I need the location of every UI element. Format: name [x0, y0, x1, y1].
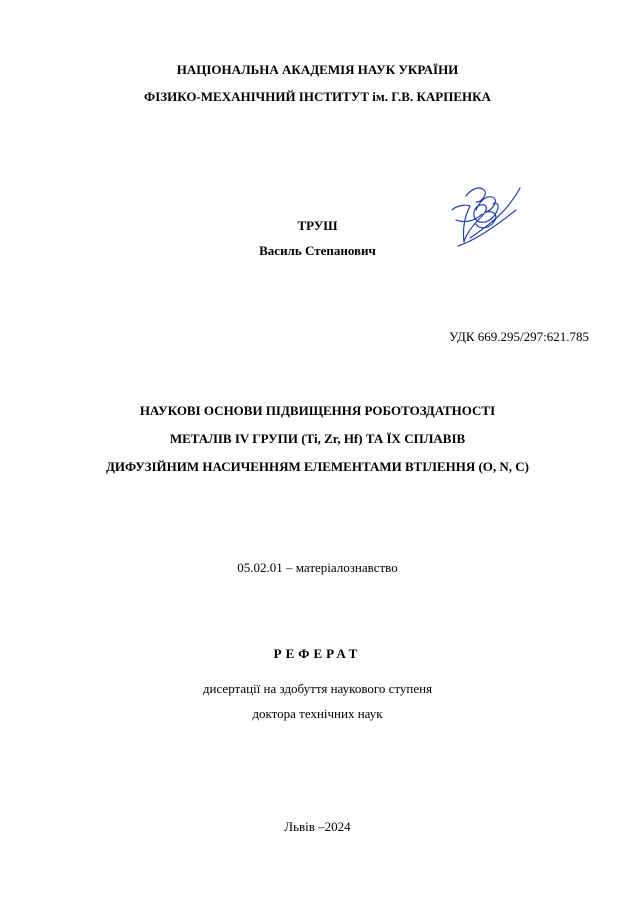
academy-name: НАЦІОНАЛЬНА АКАДЕМІЯ НАУК УКРАЇНИ	[176, 62, 459, 77]
specialty: 05.02.01 – матеріалознавство	[237, 560, 398, 575]
signature-stroke-small	[466, 188, 485, 202]
title-line-3: ДИФУЗІЙНИМ НАСИЧЕННЯМ ЕЛЕМЕНТАМИ ВТІЛЕННЯ (O, N, C)	[105, 459, 530, 474]
author-surname: ТРУШ	[297, 218, 338, 233]
author-name: Василь Степанович	[259, 243, 376, 258]
signature-icon	[446, 180, 526, 252]
document-type: РЕФЕРАТ	[273, 646, 362, 661]
signature-stroke-main	[452, 205, 470, 242]
place-year: Львів –2024	[284, 819, 351, 834]
purpose-line-2: доктора технічних наук	[252, 706, 383, 721]
institute-name: ФІЗИКО-МЕХАНІЧНИЙ ІНСТИТУТ ім. Г.В. КАРПЕНКА	[144, 89, 491, 104]
udc-code: УДК 669.295/297:621.785	[449, 329, 589, 344]
purpose-line-1: дисертації на здобуття наукового ступеня	[202, 681, 433, 696]
title-line-2: МЕТАЛІВ IV ГРУПИ (Ti, Zr, Hf) ТА ЇХ СПЛАВІВ	[169, 431, 466, 446]
title-line-1: НАУКОВІ ОСНОВИ ПІДВИЩЕННЯ РОБОТОЗДАТНОСТІ	[139, 403, 496, 418]
